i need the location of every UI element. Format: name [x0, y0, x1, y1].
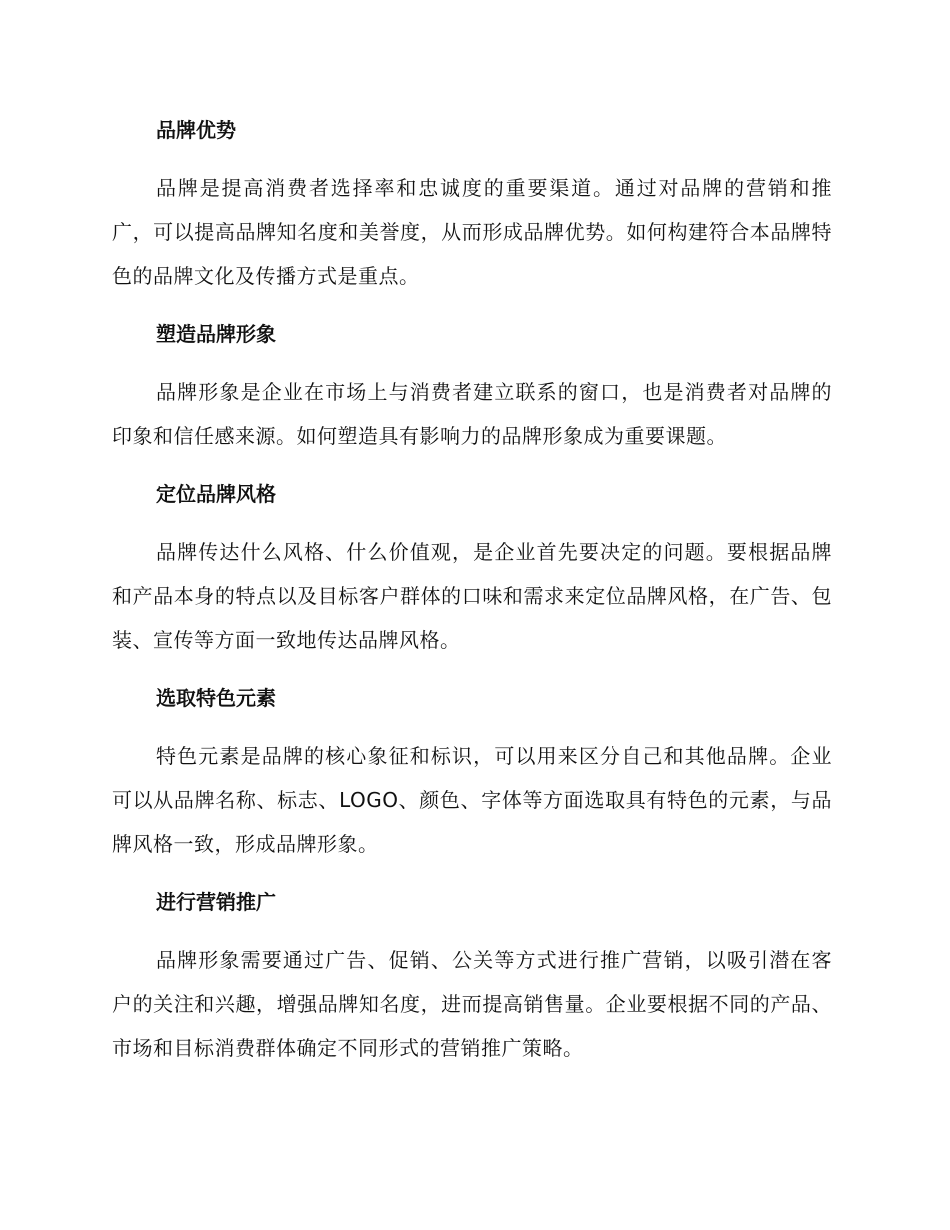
section-heading: 品牌优势 — [156, 118, 236, 142]
section-heading: 塑造品牌形象 — [156, 322, 276, 346]
section-brand-advantage — [112, 108, 832, 298]
section-paragraph: 品牌是提高消费者选择率和忠诚度的重要渠道。通过对品牌的营销和推广，可以提高品牌知名度和美誉度，从而形成品牌优势。如何构建符合本品牌特色的品牌文化及传播方式是重点。 — [112, 176, 832, 288]
section-shape-brand-image — [112, 312, 832, 458]
section-paragraph: 品牌形象是企业在市场上与消费者建立联系的窗口，也是消费者对品牌的印象和信任感来源。如何塑造具有影响力的品牌形象成为重要课题。 — [112, 380, 832, 448]
section-paragraph: 品牌形象需要通过广告、促销、公关等方式进行推广营销，以吸引潜在客户的关注和兴趣，增强品牌知名度，进而提高销售量。企业要根据不同的产品、市场和目标消费群体确定不同形式的营销推广策略。 — [112, 948, 832, 1060]
section-paragraph: 品牌传达什么风格、什么价值观，是企业首先要决定的问题。要根据品牌和产品本身的特点以及目标客户群体的口味和需求来定位品牌风格，在广告、包装、宣传等方面一致地传达品牌风格。 — [112, 540, 832, 652]
section-heading: 选取特色元素 — [156, 686, 276, 710]
document-page — [112, 108, 832, 1084]
section-paragraph: 特色元素是品牌的核心象征和标识，可以用来区分自己和其他品牌。企业可以从品牌名称、标志、LOGO、颜色、字体等方面选取具有特色的元素，与品牌风格一致，形成品牌形象。 — [112, 744, 832, 856]
section-position-brand-style — [112, 472, 832, 662]
section-heading: 定位品牌风格 — [156, 482, 276, 506]
section-heading: 进行营销推广 — [156, 890, 276, 914]
section-marketing-promotion — [112, 880, 832, 1070]
section-select-feature-elements — [112, 676, 832, 866]
